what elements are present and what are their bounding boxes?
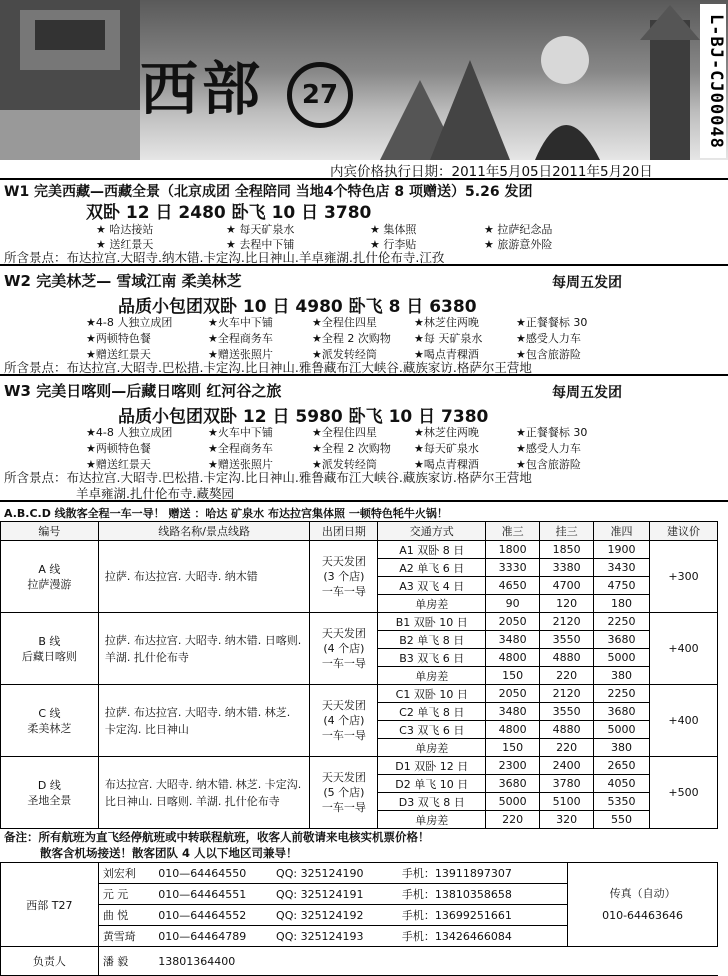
price-cell: 5000: [486, 793, 540, 811]
price-cell: 3330: [486, 559, 540, 577]
price-date-line: 内宾价格执行日期：2011年5月05日2011年5月20日: [330, 164, 653, 180]
price-cell: 150: [486, 739, 540, 757]
price-cell: 2050: [486, 685, 540, 703]
price-cell: 90: [486, 595, 540, 613]
contact-mobile: 手机：13810358658: [398, 884, 568, 905]
price-cell: 1800: [486, 541, 540, 559]
w3-feature: ★赠送红景天: [86, 458, 151, 471]
w2-feature: ★全程住四星: [312, 316, 377, 329]
contact-name: 曲 悦: [98, 905, 154, 926]
w1-feature: ★ 送红景天: [96, 238, 154, 251]
price-cell: 2050: [486, 613, 540, 631]
note-line: 散客含机场接送！散客团队 4 人以下地区司兼导！: [40, 846, 298, 860]
w2-feature: ★包含旅游险: [516, 348, 581, 361]
price-cell: 3380: [540, 559, 594, 577]
price-cell: 220: [540, 739, 594, 757]
price-cell: 3550: [540, 703, 594, 721]
brand-text: 西部: [140, 55, 265, 123]
contact-name: 元 元: [98, 884, 154, 905]
transport-cell: 单房差: [378, 811, 486, 829]
w2-feature: ★林芝住两晚: [414, 316, 479, 329]
price-cell: 3680: [594, 631, 650, 649]
w3-feature: ★全程 2 次购物: [312, 442, 391, 455]
w3-spots-2: 羊卓雍湖.扎什伦布寺.藏獒园: [76, 486, 234, 501]
w3-feature: ★正餐餐标 30: [516, 426, 588, 439]
w1-spots: 所含景点：布达拉宫.大昭寺.纳木错.卡定沟.比日神山.羊卓雍湖.扎什伦布寺.江孜: [4, 250, 445, 265]
suggest-price: +400: [649, 613, 717, 685]
company-name: 西部 T27: [1, 863, 99, 947]
w2-feature: ★全程商务车: [208, 332, 273, 345]
transport-cell: B3 双飞 6 日: [378, 649, 486, 667]
w3-title: W3 完美日喀则—后藏日喀则 红河谷之旅: [4, 382, 282, 400]
line-route: 拉萨. 布达拉宫. 大昭寺. 纳木错. 日喀则. 羊湖. 扎什伦布寺: [98, 613, 310, 685]
w3-feature: ★赠送张照片: [208, 458, 273, 471]
price-cell: 2250: [594, 613, 650, 631]
abcd-line: [0, 500, 728, 522]
w3-feature: ★4-8 人独立成团: [86, 426, 173, 439]
price-cell: 2250: [594, 685, 650, 703]
contacts-table: [0, 862, 718, 976]
w2-spots: 所含景点：布达拉宫.大昭寺.巴松措.卡定沟.比日神山.雅鲁藏布江大峡谷.藏族家访.格萨尔王营地: [4, 360, 532, 375]
transport-cell: A3 双飞 4 日: [378, 577, 486, 595]
banner: [0, 0, 728, 160]
w3-feature: ★派发转经筒: [312, 458, 377, 471]
table-row: [1, 541, 718, 559]
w1-feature: ★ 哈达接站: [96, 223, 154, 236]
header-code: 编号: [1, 522, 99, 541]
contact-mobile: 手机：13699251661: [398, 905, 568, 926]
w2-feature: ★喝点青稞酒: [414, 348, 479, 361]
manager-row: [1, 947, 718, 976]
price-cell: 150: [486, 667, 540, 685]
w3-weekly: 每周五发团: [552, 385, 622, 401]
line-date: 天天发团 (4 个店) 一车一导: [310, 685, 378, 757]
w1-prices: 双卧 12 日 2480 卧飞 10 日 3780: [86, 203, 372, 223]
header-suggest: 建议价: [649, 522, 717, 541]
transport-cell: B2 单飞 8 日: [378, 631, 486, 649]
w3-spots: 所含景点：布达拉宫.大昭寺.巴松措.卡定沟.比日神山.雅鲁藏布江大峡谷.藏族家访.格萨尔王营地: [4, 470, 532, 485]
suggest-price: +300: [649, 541, 717, 613]
contact-qq: QQ: 325124192: [272, 905, 398, 926]
table-row: [1, 685, 718, 703]
header-route: 线路名称/景点线路: [98, 522, 310, 541]
contact-qq: QQ: 325124190: [272, 863, 398, 884]
table-row: [1, 757, 718, 775]
transport-cell: D1 双卧 12 日: [378, 757, 486, 775]
price-cell: 1900: [594, 541, 650, 559]
fax-number: 010-64463646: [602, 908, 684, 922]
transport-cell: 单房差: [378, 595, 486, 613]
price-cell: 320: [540, 811, 594, 829]
w3-feature: ★全程住四星: [312, 426, 377, 439]
section-w1: [0, 178, 728, 264]
price-cell: 4880: [540, 649, 594, 667]
contact-mobile: 手机：13426466084: [398, 926, 568, 947]
line-date: 天天发团 (4 个店) 一车一导: [310, 613, 378, 685]
fax-label: 传真（自动）: [609, 886, 676, 900]
product-code: L-BJ-CJ00048: [700, 4, 726, 158]
w2-feature: ★赠送红景天: [86, 348, 151, 361]
suggest-price: +500: [649, 757, 717, 829]
section-w2: [0, 264, 728, 374]
price-cell: 2300: [486, 757, 540, 775]
w3-feature: ★每天矿泉水: [414, 442, 479, 455]
banner-scene: [0, 0, 728, 160]
price-cell: 550: [594, 811, 650, 829]
w2-feature: ★火车中下铺: [208, 316, 273, 329]
price-cell: 380: [594, 739, 650, 757]
transport-cell: C2 单飞 8 日: [378, 703, 486, 721]
price-cell: 3480: [486, 631, 540, 649]
w2-feature: ★4-8 人独立成团: [86, 316, 173, 329]
contact-phone: 010—64464551: [154, 884, 272, 905]
manager-phone: 13801364400: [154, 947, 717, 976]
price-cell: 180: [594, 595, 650, 613]
line-code: B 线 后藏日喀则: [1, 613, 99, 685]
w3-prices: 品质小包团双卧 12 日 5980 卧飞 10 日 7380: [118, 407, 489, 427]
header-std4: 准四: [594, 522, 650, 541]
price-cell: 4700: [540, 577, 594, 595]
price-cell: 4800: [486, 649, 540, 667]
price-cell: 4750: [594, 577, 650, 595]
price-cell: 4800: [486, 721, 540, 739]
w1-feature: ★ 行李贴: [370, 238, 417, 251]
contact-row: [1, 863, 718, 884]
w2-feature: ★正餐餐标 30: [516, 316, 588, 329]
transport-cell: A2 单飞 6 日: [378, 559, 486, 577]
line-route: 拉萨. 布达拉宫. 大昭寺. 纳木错. 林芝. 卡定沟. 比日神山: [98, 685, 310, 757]
w1-feature: ★ 拉萨纪念品: [484, 223, 553, 236]
w3-feature: ★感受人力车: [516, 442, 581, 455]
w2-feature: ★赠送张照片: [208, 348, 273, 361]
w2-prices: 品质小包团双卧 10 日 4980 卧飞 8 日 6380: [118, 297, 477, 317]
notes: [4, 829, 430, 861]
price-cell: 1850: [540, 541, 594, 559]
w2-feature: ★感受人力车: [516, 332, 581, 345]
transport-cell: C3 双飞 6 日: [378, 721, 486, 739]
price-cell: 2400: [540, 757, 594, 775]
contact-qq: QQ: 325124191: [272, 884, 398, 905]
w1-feature: ★ 每天矿泉水: [226, 223, 295, 236]
manager-label: 负责人: [1, 947, 99, 976]
contact-name: 黄雪琦: [98, 926, 154, 947]
manager-name: 潘 毅: [98, 947, 154, 976]
transport-cell: B1 双卧 10 日: [378, 613, 486, 631]
table-row: [1, 613, 718, 631]
w3-feature: ★林芝住两晚: [414, 426, 479, 439]
price-cell: 3680: [594, 703, 650, 721]
line-code: C 线 柔美林芝: [1, 685, 99, 757]
line-code: D 线 圣地全景: [1, 757, 99, 829]
w1-feature: ★ 去程中下铺: [226, 238, 295, 251]
contact-mobile: 手机：13911897307: [398, 863, 568, 884]
header-date: 出团日期: [310, 522, 378, 541]
price-cell: 4880: [540, 721, 594, 739]
section-w3: [0, 374, 728, 500]
brand-number: 27: [287, 62, 353, 128]
w3-feature: ★火车中下铺: [208, 426, 273, 439]
price-cell: 3680: [486, 775, 540, 793]
transport-cell: D3 双飞 8 日: [378, 793, 486, 811]
transport-cell: A1 双卧 8 日: [378, 541, 486, 559]
price-cell: 120: [540, 595, 594, 613]
line-code: A 线 拉萨漫游: [1, 541, 99, 613]
price-cell: 220: [540, 667, 594, 685]
price-cell: 2120: [540, 685, 594, 703]
header-transport: 交通方式: [378, 522, 486, 541]
price-cell: 5000: [594, 649, 650, 667]
w2-feature: ★每 天矿泉水: [414, 332, 483, 345]
transport-cell: 单房差: [378, 667, 486, 685]
price-cell: 5100: [540, 793, 594, 811]
line-route: 拉萨. 布达拉宫. 大昭寺. 纳木错: [98, 541, 310, 613]
price-cell: 3430: [594, 559, 650, 577]
header-hang3: 挂三: [540, 522, 594, 541]
transport-cell: D2 单飞 10 日: [378, 775, 486, 793]
w2-feature: ★派发转经筒: [312, 348, 377, 361]
contact-name: 刘宏利: [98, 863, 154, 884]
transport-cell: C1 双卧 10 日: [378, 685, 486, 703]
w2-title: W2 完美林芝— 雪域江南 柔美林芝: [4, 272, 242, 290]
contact-phone: 010—64464789: [154, 926, 272, 947]
w2-weekly: 每周五发团: [552, 275, 622, 291]
price-cell: 3780: [540, 775, 594, 793]
price-cell: 2650: [594, 757, 650, 775]
price-cell: 5000: [594, 721, 650, 739]
price-cell: 3550: [540, 631, 594, 649]
contact-phone: 010—64464550: [154, 863, 272, 884]
abcd-text: A.B.C.D 线散客全程一车一导！ 赠送 ：哈达 矿泉水 布达拉宫集体照 一顿特色牦牛火锅！: [4, 507, 448, 520]
transport-cell: 单房差: [378, 739, 486, 757]
line-date: 天天发团 (5 个店) 一车一导: [310, 757, 378, 829]
w1-feature: ★ 集体照: [370, 223, 417, 236]
price-cell: 380: [594, 667, 650, 685]
line-date: 天天发团 (3 个店) 一车一导: [310, 541, 378, 613]
price-cell: 2120: [540, 613, 594, 631]
w1-feature: ★ 旅游意外险: [484, 238, 553, 251]
w3-feature: ★包含旅游险: [516, 458, 581, 471]
w3-feature: ★两顿特色餐: [86, 442, 151, 455]
price-cell: 4050: [594, 775, 650, 793]
price-cell: 220: [486, 811, 540, 829]
note-line: 备注：所有航班为直飞经停航班或中转联程航班，收客人前敬请来电核实机票价格！: [4, 830, 430, 844]
w2-feature: ★两顿特色餐: [86, 332, 151, 345]
fax-cell: [568, 863, 718, 947]
w2-feature: ★全程 2 次购物: [312, 332, 391, 345]
price-cell: 5350: [594, 793, 650, 811]
line-route: 布达拉宫. 大昭寺. 纳木错. 林芝. 卡定沟. 比日神山. 日喀则. 羊湖. 扎什伦布寺: [98, 757, 310, 829]
price-table: [0, 521, 718, 829]
header-std3: 准三: [486, 522, 540, 541]
w3-feature: ★喝点青稞酒: [414, 458, 479, 471]
price-cell: 4650: [486, 577, 540, 595]
contact-phone: 010—64464552: [154, 905, 272, 926]
w3-feature: ★全程商务车: [208, 442, 273, 455]
suggest-price: +400: [649, 685, 717, 757]
w1-title: W1 完美西藏—西藏全景（北京成团 全程陪同 当地4个特色店 8 项赠送）5.26 发团: [4, 184, 533, 200]
price-cell: 3480: [486, 703, 540, 721]
contact-qq: QQ: 325124193: [272, 926, 398, 947]
table-header-row: [1, 522, 718, 541]
